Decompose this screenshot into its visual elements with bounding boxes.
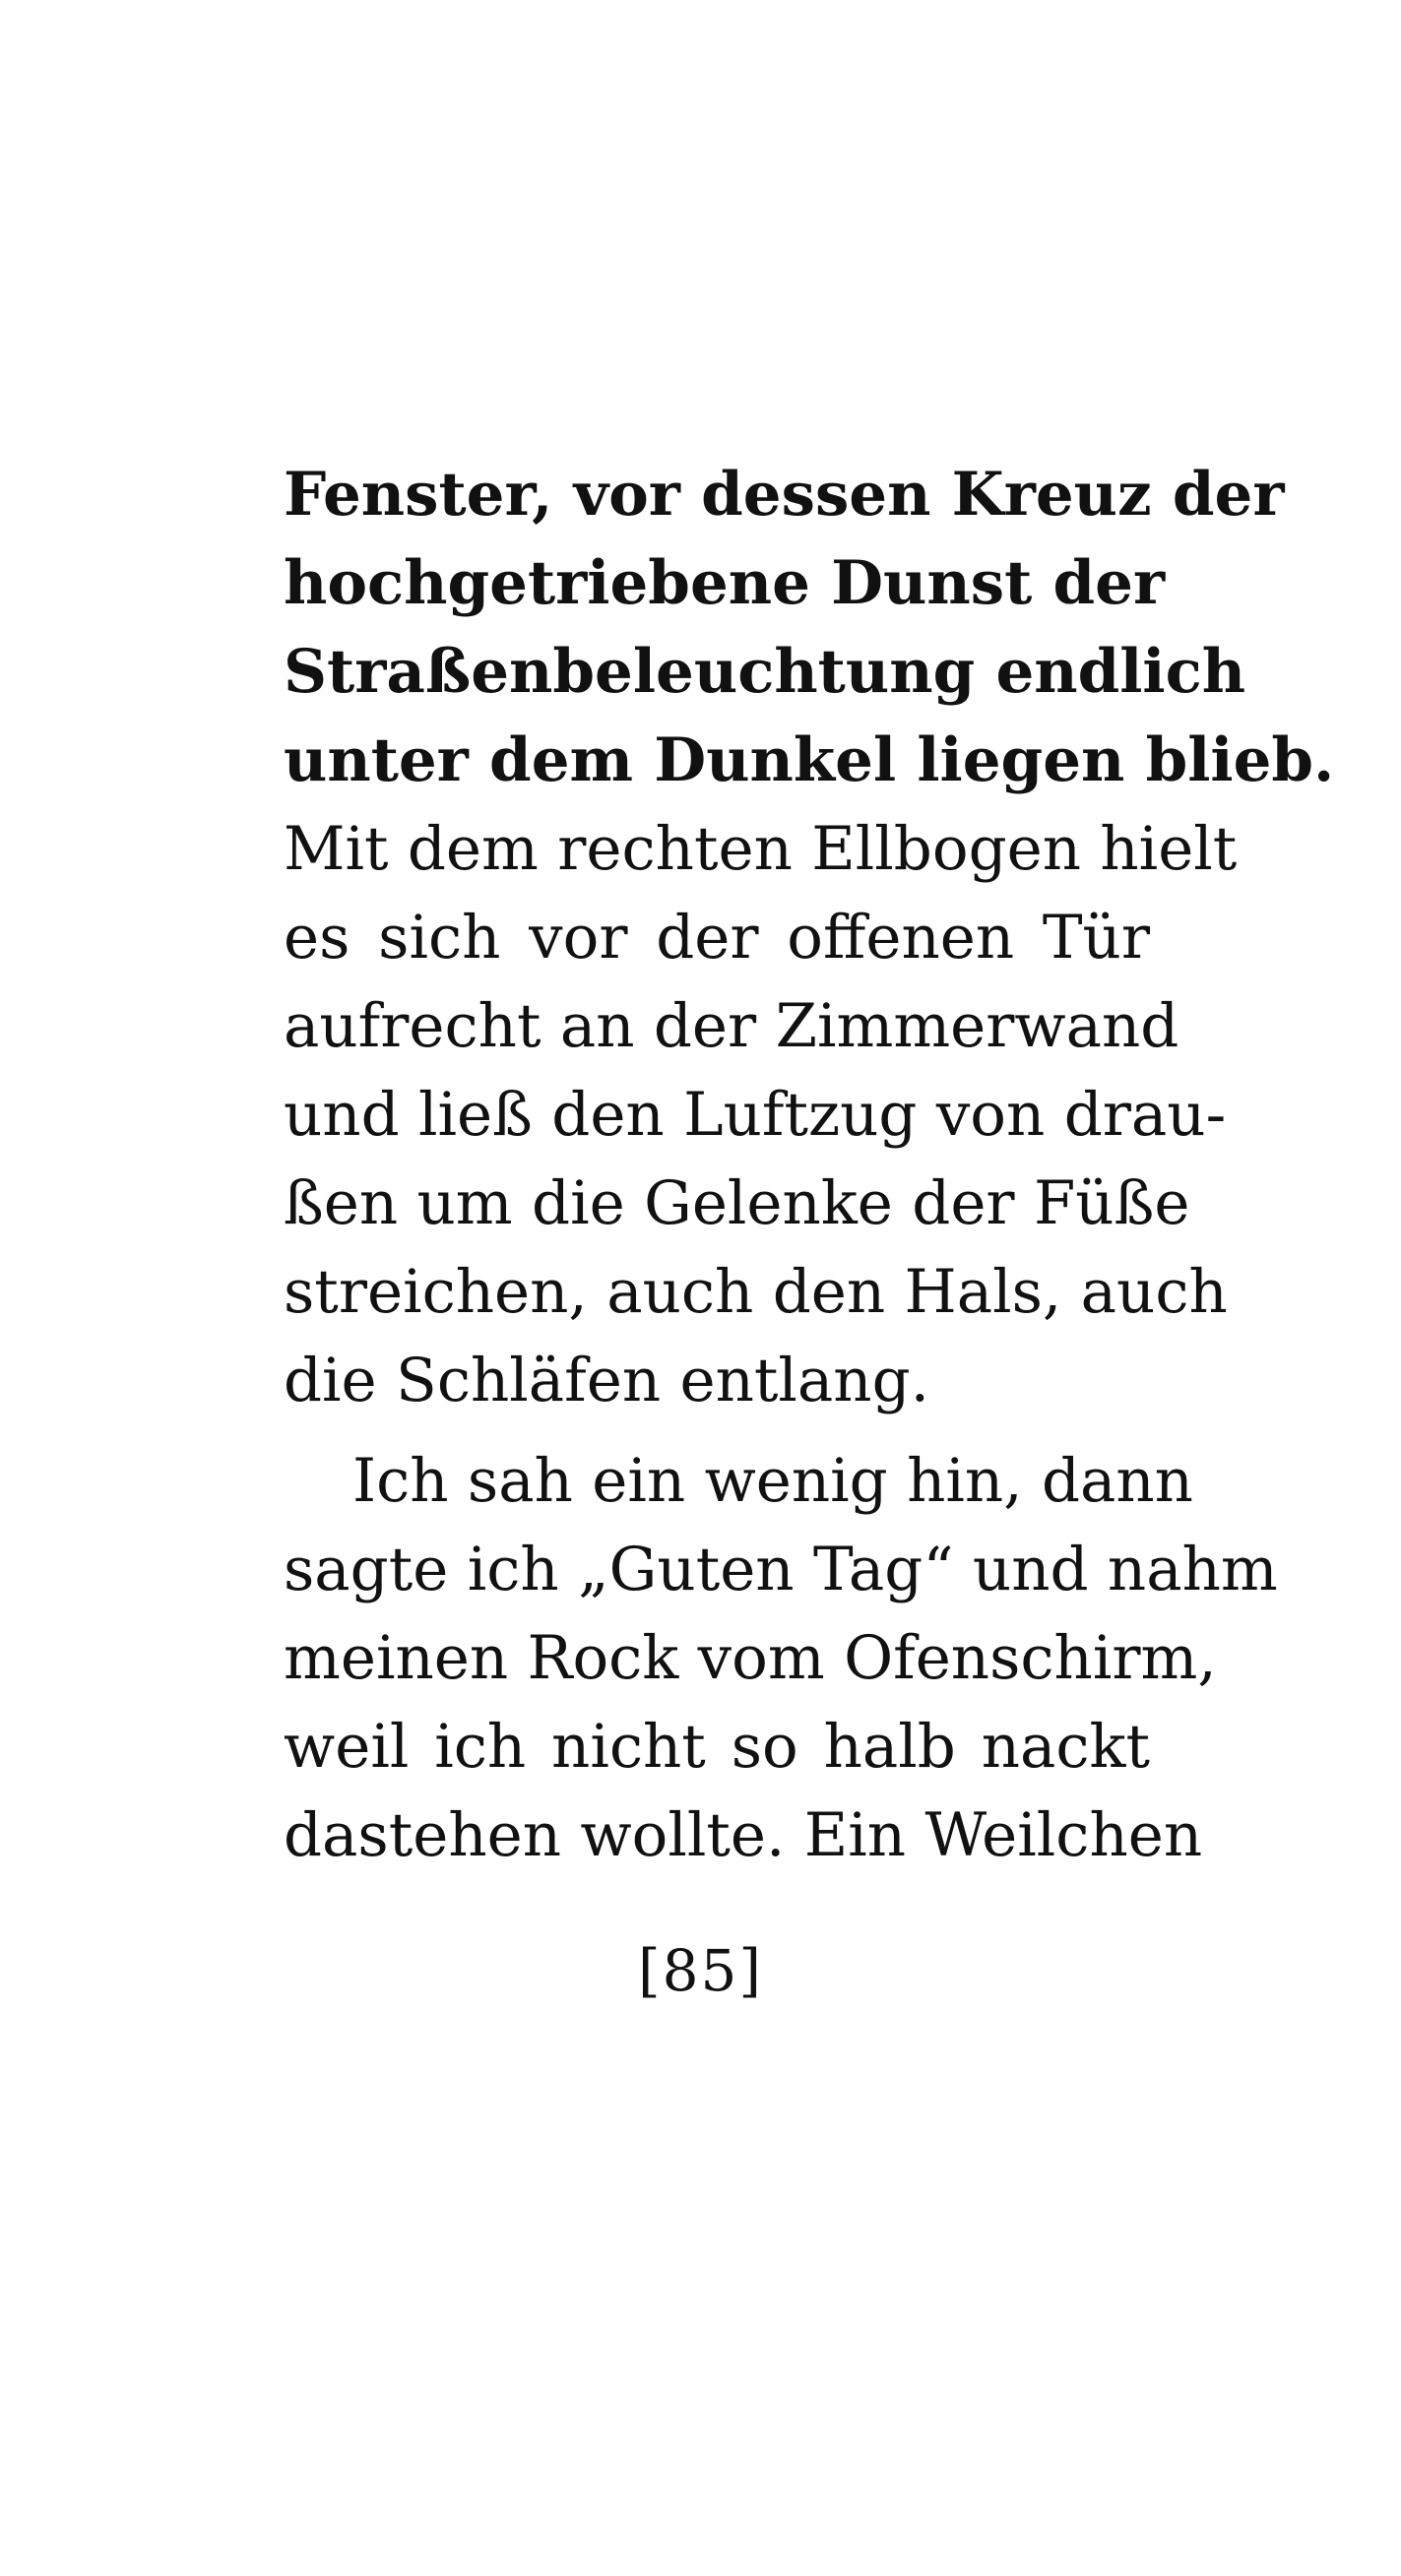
body-text <box>284 451 1335 1880</box>
text-line: unter dem Dunkel liegen blieb. <box>284 725 1335 795</box>
text-line: meinen Rock vom Ofenschirm, <box>284 1623 1217 1693</box>
text-line: Mit dem rechten Ellbogen hielt <box>284 814 1238 884</box>
text-line: aufrecht an der Zimmerwand <box>284 991 1179 1061</box>
text-line: Ich sah ein wenig hin, dann <box>352 1446 1193 1516</box>
page-number: [85] <box>637 1937 764 2004</box>
text-line: ßen um die Gelenke der Füße <box>284 1168 1190 1238</box>
text-line: dastehen wollte. Ein Weilchen <box>284 1800 1203 1870</box>
text-line: Straßenbeleuchtung endlich <box>284 637 1246 707</box>
text-line: es sich vor der offenen Tür <box>284 903 1150 973</box>
paragraph-gap <box>284 1425 1150 1437</box>
text-line: hochgetriebene Dunst der <box>284 548 1166 618</box>
text-line: streichen, auch den Hals, auch <box>284 1257 1228 1327</box>
text-line: und ließ den Luftzug von drau- <box>284 1080 1227 1150</box>
text-line: die Schläfen entlang. <box>284 1346 930 1415</box>
text-line: Fenster, vor dessen Kreuz der <box>284 460 1285 530</box>
text-line: sagte ich „Guten Tag“ und nahm <box>284 1535 1278 1604</box>
text-line: weil ich nicht so halb nackt <box>284 1712 1150 1782</box>
